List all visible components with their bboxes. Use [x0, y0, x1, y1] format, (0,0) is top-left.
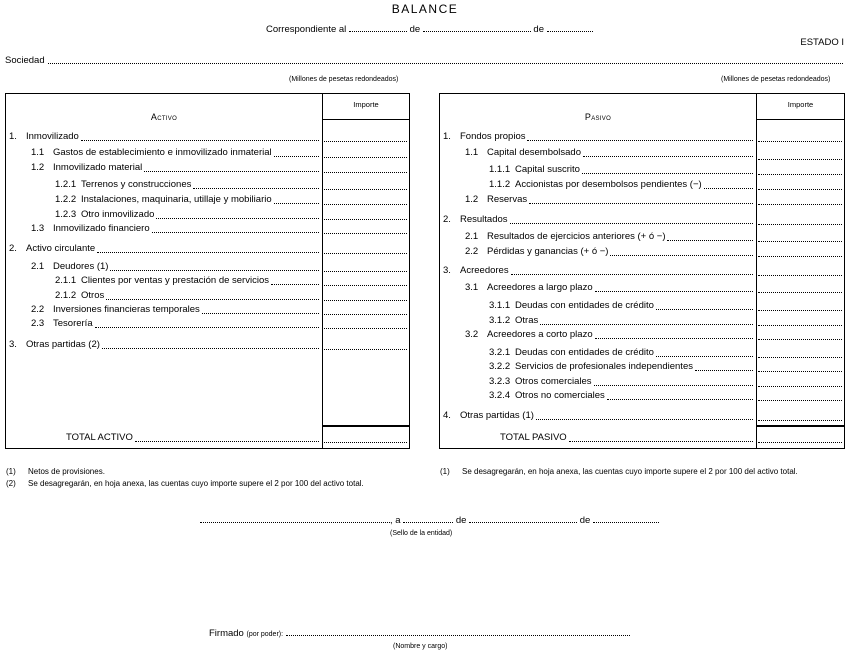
pasivo-row-label: Acreedores a largo plazo [487, 282, 593, 293]
pasivo-row-label: Otros comerciales [515, 376, 592, 387]
pasivo-row [465, 282, 753, 294]
activo-row-label: Deudores (1) [53, 261, 109, 272]
activo-row [55, 275, 319, 287]
pasivo-row-label: Otras [515, 315, 539, 326]
activo-header: Activo [150, 112, 178, 122]
footer-year-field[interactable] [593, 514, 659, 523]
activo-importe-cell[interactable] [324, 172, 407, 173]
pasivo-row-number: 3.1.1 [489, 300, 511, 311]
pasivo-row [489, 376, 753, 388]
leader-dots [610, 255, 753, 256]
activo-importe-cell[interactable] [324, 349, 407, 350]
pasivo-row [465, 329, 753, 341]
activo-row-label: Inmovilizado financiero [53, 223, 150, 234]
pasivo-row-number: 1.1.2 [489, 179, 511, 190]
pasivo-row-number: 2.1 [465, 231, 479, 242]
pasivo-row-number: 1.2 [465, 194, 479, 205]
activo-row-number: 2.1.1 [55, 275, 77, 286]
activo-row-number: 3. [9, 339, 17, 350]
leader-dots [704, 188, 753, 189]
pasivo-row [489, 300, 753, 312]
pasivo-row-label: Resultados [460, 214, 508, 225]
activo-row-label: Inversiones financieras temporales [53, 304, 200, 315]
pasivo-row-label: Resultados de ejercicios anteriores (+ ó −) [487, 231, 666, 242]
activo-row [31, 318, 319, 330]
pasivo-row-label: Accionistas por desembolsos pendientes (−) [515, 179, 702, 190]
pasivo-row-number: 2. [443, 214, 451, 225]
pasivo-row-label: Reservas [487, 194, 528, 205]
pasivo-importe-cell[interactable] [758, 189, 842, 190]
activo-row-number: 2. [9, 243, 17, 254]
footer-month-field[interactable] [469, 514, 577, 523]
pasivo-row-number: 2.2 [465, 246, 479, 257]
pasivo-row [443, 214, 753, 226]
signature-field[interactable] [286, 627, 630, 636]
day-field[interactable] [349, 23, 407, 32]
leader-dots [607, 399, 753, 400]
leader-dots [695, 370, 753, 371]
pasivo-importe-cell[interactable] [758, 275, 842, 276]
importe-column-divider [322, 94, 323, 448]
leader-dots [583, 156, 753, 157]
leader-dots [106, 299, 319, 300]
pasivo-total-label: TOTAL PASIVO [500, 432, 567, 443]
activo-importe-cell[interactable] [324, 189, 407, 190]
pasivo-row-number: 3.2.1 [489, 347, 511, 358]
activo-row [55, 194, 319, 206]
leader-dots [95, 327, 319, 328]
importe-header: Importe [353, 100, 379, 109]
leader-dots [156, 218, 319, 219]
leader-dots [656, 356, 753, 357]
pasivo-importe-cell[interactable] [758, 339, 842, 340]
leader-dots [536, 419, 753, 420]
pasivo-importe-cell[interactable] [758, 420, 842, 421]
activo-row-number: 1.3 [31, 223, 45, 234]
activo-importe-cell[interactable] [324, 204, 407, 205]
de-label-1: de [409, 24, 421, 35]
leader-dots [527, 140, 753, 141]
sociedad-line [5, 55, 843, 66]
activo-total-label: TOTAL ACTIVO [66, 432, 133, 443]
pasivo-importe-cell[interactable] [758, 442, 842, 443]
unit-note-right: (Millones de pesetas redondeados) [721, 76, 831, 83]
activo-row-number: 2.2 [31, 304, 45, 315]
pasivo-importe-cell[interactable] [758, 241, 842, 242]
pasivo-row [465, 194, 753, 206]
activo-row-number: 1.2.3 [55, 209, 77, 220]
pasivo-row-number: 3.1.2 [489, 315, 511, 326]
correspondiente-line [266, 23, 593, 35]
activo-importe-cell[interactable] [324, 285, 407, 286]
leader-dots [144, 171, 319, 172]
pasivo-importe-cell[interactable] [758, 386, 842, 387]
activo-importe-cell[interactable] [324, 271, 407, 272]
leader-dots [582, 173, 753, 174]
pasivo-importe-cell[interactable] [758, 292, 842, 293]
leader-dots [202, 313, 319, 314]
leader-dots [595, 291, 753, 292]
page-title: BALANCE [391, 2, 459, 16]
total-rule [756, 425, 845, 427]
pasivo-row [489, 164, 753, 176]
activo-row [9, 243, 319, 255]
pasivo-importe-cell[interactable] [758, 400, 842, 401]
importe-column-divider [756, 94, 757, 448]
leader-dots [594, 385, 753, 386]
pasivo-row-label: Capital suscrito [515, 164, 580, 175]
activo-row-label: Inmovilizado [26, 131, 79, 142]
pasivo-row-number: 1.1.1 [489, 164, 511, 175]
pasivo-row-number: 3.1 [465, 282, 479, 293]
pasivo-row-label: Deudas con entidades de crédito [515, 300, 654, 311]
activo-row-label: Terrenos y construcciones [81, 179, 192, 190]
activo-row-number: 1. [9, 131, 17, 142]
leader-dots [510, 223, 753, 224]
pasivo-row-number: 4. [443, 410, 451, 421]
activo-row [31, 304, 319, 316]
leader-dots [193, 188, 319, 189]
pasivo-row-number: 1.1 [465, 147, 479, 158]
de-label-2: de [533, 24, 544, 35]
pasivo-row [465, 246, 753, 258]
pasivo-row [443, 410, 753, 422]
leader-dots [102, 348, 319, 349]
pasivo-row [489, 315, 753, 327]
activo-importe-cell[interactable] [324, 233, 407, 234]
pasivo-row [489, 390, 753, 402]
sello-label: (Sello de la entidad) [390, 530, 453, 537]
place-field[interactable] [200, 514, 390, 523]
pasivo-importe-cell[interactable] [758, 357, 842, 358]
leader-dots [511, 274, 753, 275]
leader-dots [656, 309, 753, 310]
activo-row-label: Tesorería [53, 318, 93, 329]
pasivo-row-number: 3.2.4 [489, 390, 511, 401]
unit-note-left: (Millones de pesetas redondeados) [289, 76, 399, 83]
pasivo-row [465, 147, 753, 159]
pasivo-row-number: 1. [443, 131, 451, 142]
pasivo-row [489, 361, 753, 373]
leader-dots [135, 441, 319, 442]
activo-row-number: 2.3 [31, 318, 45, 329]
header-rule [756, 119, 845, 120]
leader-dots [81, 140, 319, 141]
sociedad-field[interactable] [48, 63, 843, 64]
nombre-cargo-label: (Nombre y cargo) [393, 643, 448, 650]
activo-row [31, 223, 319, 235]
activo-total-row [66, 432, 319, 444]
pasivo-importe-cell[interactable] [758, 224, 842, 225]
pasivo-row-label: Otras partidas (1) [460, 410, 534, 421]
note-left-2: (2) Se desagregarán, en hoja anexa, las cuentas cuyo importe supere el 2 por 100 del activo total. [6, 479, 364, 488]
pasivo-row-number: 3.2.2 [489, 361, 511, 372]
pasivo-row [443, 131, 753, 143]
pasivo-importe-cell[interactable] [758, 159, 842, 160]
activo-row [55, 290, 319, 302]
correspondiente-label: Correspondiente al [266, 24, 347, 35]
activo-row [9, 131, 319, 143]
leader-dots [271, 284, 319, 285]
activo-row [55, 179, 319, 191]
pasivo-importe-cell[interactable] [758, 204, 842, 205]
leader-dots [667, 240, 753, 241]
leader-dots [540, 324, 753, 325]
activo-row-label: Otras partidas (2) [26, 339, 100, 350]
activo-row-label: Activo circulante [26, 243, 96, 254]
leader-dots [110, 270, 319, 271]
leader-dots [274, 203, 319, 204]
activo-row [31, 162, 319, 174]
activo-row [55, 209, 319, 221]
pasivo-row-number: 3.2.3 [489, 376, 511, 387]
activo-row-number: 1.2.1 [55, 179, 77, 190]
footer-day-field[interactable] [403, 514, 453, 523]
pasivo-row-label: Fondos propios [460, 131, 526, 142]
pasivo-row [489, 347, 753, 359]
estado-label: ESTADO I [800, 37, 844, 48]
place-date-line: , a de de [200, 514, 659, 526]
activo-row-label: Clientes por ventas y prestación de servicios [81, 275, 269, 286]
pasivo-header: Pasivo [584, 112, 612, 122]
pasivo-row [443, 265, 753, 277]
pasivo-row-label: Pérdidas y ganancias (+ ó −) [487, 246, 609, 257]
activo-row-label: Otro inmovilizado [81, 209, 155, 220]
pasivo-importe-cell[interactable] [758, 174, 842, 175]
leader-dots [274, 156, 319, 157]
pasivo-row-label: Capital desembolsado [487, 147, 582, 158]
activo-row [31, 261, 319, 273]
total-rule [322, 425, 410, 427]
activo-row-number: 1.1 [31, 147, 45, 158]
note-left-1: (1) Netos de provisiones. [6, 467, 105, 476]
activo-row-number: 1.2.2 [55, 194, 77, 205]
activo-importe-cell[interactable] [324, 442, 407, 443]
pasivo-row-label: Deudas con entidades de crédito [515, 347, 654, 358]
activo-importe-cell[interactable] [324, 253, 407, 254]
activo-importe-cell[interactable] [324, 219, 407, 220]
header-rule [322, 119, 410, 120]
activo-row-number: 2.1 [31, 261, 45, 272]
activo-importe-cell[interactable] [324, 300, 407, 301]
pasivo-total-row [500, 432, 753, 444]
activo-row [31, 147, 319, 159]
pasivo-row [465, 231, 753, 243]
activo-importe-cell[interactable] [324, 157, 407, 158]
pasivo-importe-cell[interactable] [758, 310, 842, 311]
activo-row-number: 1.2 [31, 162, 45, 173]
pasivo-row-label: Acreedores a corto plazo [487, 329, 593, 340]
year-field[interactable] [547, 23, 593, 32]
leader-dots [152, 232, 319, 233]
firmado-line: Firmado (por poder): [209, 627, 630, 639]
pasivo-row-label: Otros no comerciales [515, 390, 605, 401]
pasivo-row-label: Acreedores [460, 265, 509, 276]
pasivo-importe-cell[interactable] [758, 325, 842, 326]
importe-header: Importe [787, 100, 814, 109]
leader-dots [529, 203, 753, 204]
sociedad-label: Sociedad [5, 55, 45, 66]
pasivo-row-number: 3. [443, 265, 451, 276]
activo-importe-cell[interactable] [324, 314, 407, 315]
pasivo-row-label: Servicios de profesionales independientes [515, 361, 693, 372]
activo-row-number: 2.1.2 [55, 290, 77, 301]
activo-importe-cell[interactable] [324, 141, 407, 142]
pasivo-importe-cell[interactable] [758, 371, 842, 372]
activo-row-label: Instalaciones, maquinaria, utillaje y mobiliario [81, 194, 272, 205]
pasivo-importe-cell[interactable] [758, 141, 842, 142]
pasivo-row [489, 179, 753, 191]
pasivo-importe-cell[interactable] [758, 256, 842, 257]
note-right-1: (1) Se desagregarán, en hoja anexa, las cuentas cuyo importe supere el 2 por 100 del activo total. [440, 467, 798, 476]
pasivo-row-number: 3.2 [465, 329, 479, 340]
leader-dots [569, 441, 753, 442]
activo-row-label: Inmovilizado material [53, 162, 143, 173]
activo-row-label: Otros [81, 290, 105, 301]
activo-row [9, 339, 319, 351]
month-field[interactable] [423, 23, 531, 32]
activo-importe-cell[interactable] [324, 328, 407, 329]
leader-dots [595, 338, 753, 339]
activo-row-label: Gastos de establecimiento e inmovilizado inmaterial [53, 147, 272, 158]
leader-dots [97, 252, 319, 253]
